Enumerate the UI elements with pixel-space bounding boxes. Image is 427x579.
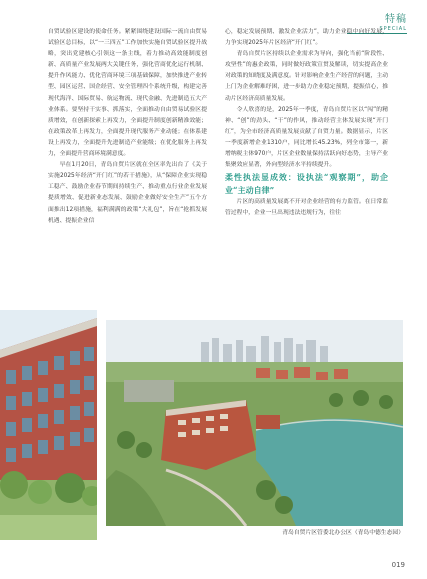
building-closeup-image: [0, 310, 97, 540]
body-paragraph: 令人欣喜的是，2025年一季度，青岛自贸片区以“闯”的精神、“创”的劲头、“干”的作风，推动经营主体发展实现“开门红”，为全市经济高质量发展贡献了自贸力量。数据显示，片区一季度新增企业1310户，同比增长45.23%，列全市第一，新增纳税主体970户，片区企业数量保持活跃向好态势，主导产业集聚效应显著，外向型经济水平持续提升。: [225, 106, 388, 169]
right-column: [225, 27, 388, 219]
page-number: 019: [391, 561, 405, 569]
aerial-district-photo: [106, 320, 403, 526]
body-paragraph: 早在1月20日，青岛自贸片区就在全区率先出台了《关于实施2025年经济“开门红”的若干措施》，从“保障企业实现稳工稳产、鼓励企业春节期间持续生产、推动重点行业企业发展提质增效、促进新业态发展、鼓励企业做好安全生产”五个方面推出12项措施，福利满满的政策“大礼包”，旨在“抢抓发展机遇、提振企业信: [48, 162, 207, 224]
aerial-district-image: [106, 320, 403, 526]
left-column: [48, 27, 207, 227]
body-paragraph: 片区的高质量发展离不开对企业经营的有力监管。在日常监管过程中，企业一旦出现违法违规行为，往往: [225, 199, 388, 217]
building-closeup-photo: [0, 310, 97, 540]
body-paragraph: 心，稳定发展预期、激发企业活力”，助力企业稳中向好发展，力争实现2025年片区经济“开门红”。: [225, 29, 388, 47]
section-subheading: 柔性执法显成效：设执法“观察期”，助企业“主动自律”: [225, 172, 388, 196]
body-paragraph: 自贸试验区建设的使命任务。紧紧围绕建设国际一流自由贸易试验区总目标，以“一三四五”工作加快实施自贸试验区提升战略，突出党建核心引领这一条主线，着力推动高效能制度创新、高质量产业发展两大关键任务，强化营商优化运行机制、提升作风能力、优化营商环境三项基础保障，加快推进产业转型、园区运营、国企经营、安全管理四个系统升级，构建完善现代海洋、国际贸易、航运物流、现代金融、先进制造五大产业体系。要坚持干实事、抓落实，全面推动自由贸易试验区提质增效，在创新探索上再发力，全面提升制度创新精准效能；在政策改革上再发力，全面提升现代服务产业动能；在体系建设上再发力，全面提升先进制造产业能级；在优化服务上再发力，全面提升营商环境满意度。: [48, 29, 207, 158]
section-title-en: SPECIAL: [379, 26, 407, 32]
section-title: 特稿: [385, 14, 407, 25]
photo-caption: 青岛自贸片区管委北办公区（青岛中德生态园）: [282, 530, 404, 536]
body-paragraph: 青岛自贸片区持续以企业需求为导向，强化当前“阶段性、攻坚性”的惠企政策，同时做好政策宣贯及解读，切实提高企业对政策的知晓度及满意度。针对影响企业生产经营的问题，主动上门为企业解难纾困，进一步助力企业稳定预期，提振信心，推动片区经济高质量发展。: [225, 51, 388, 102]
